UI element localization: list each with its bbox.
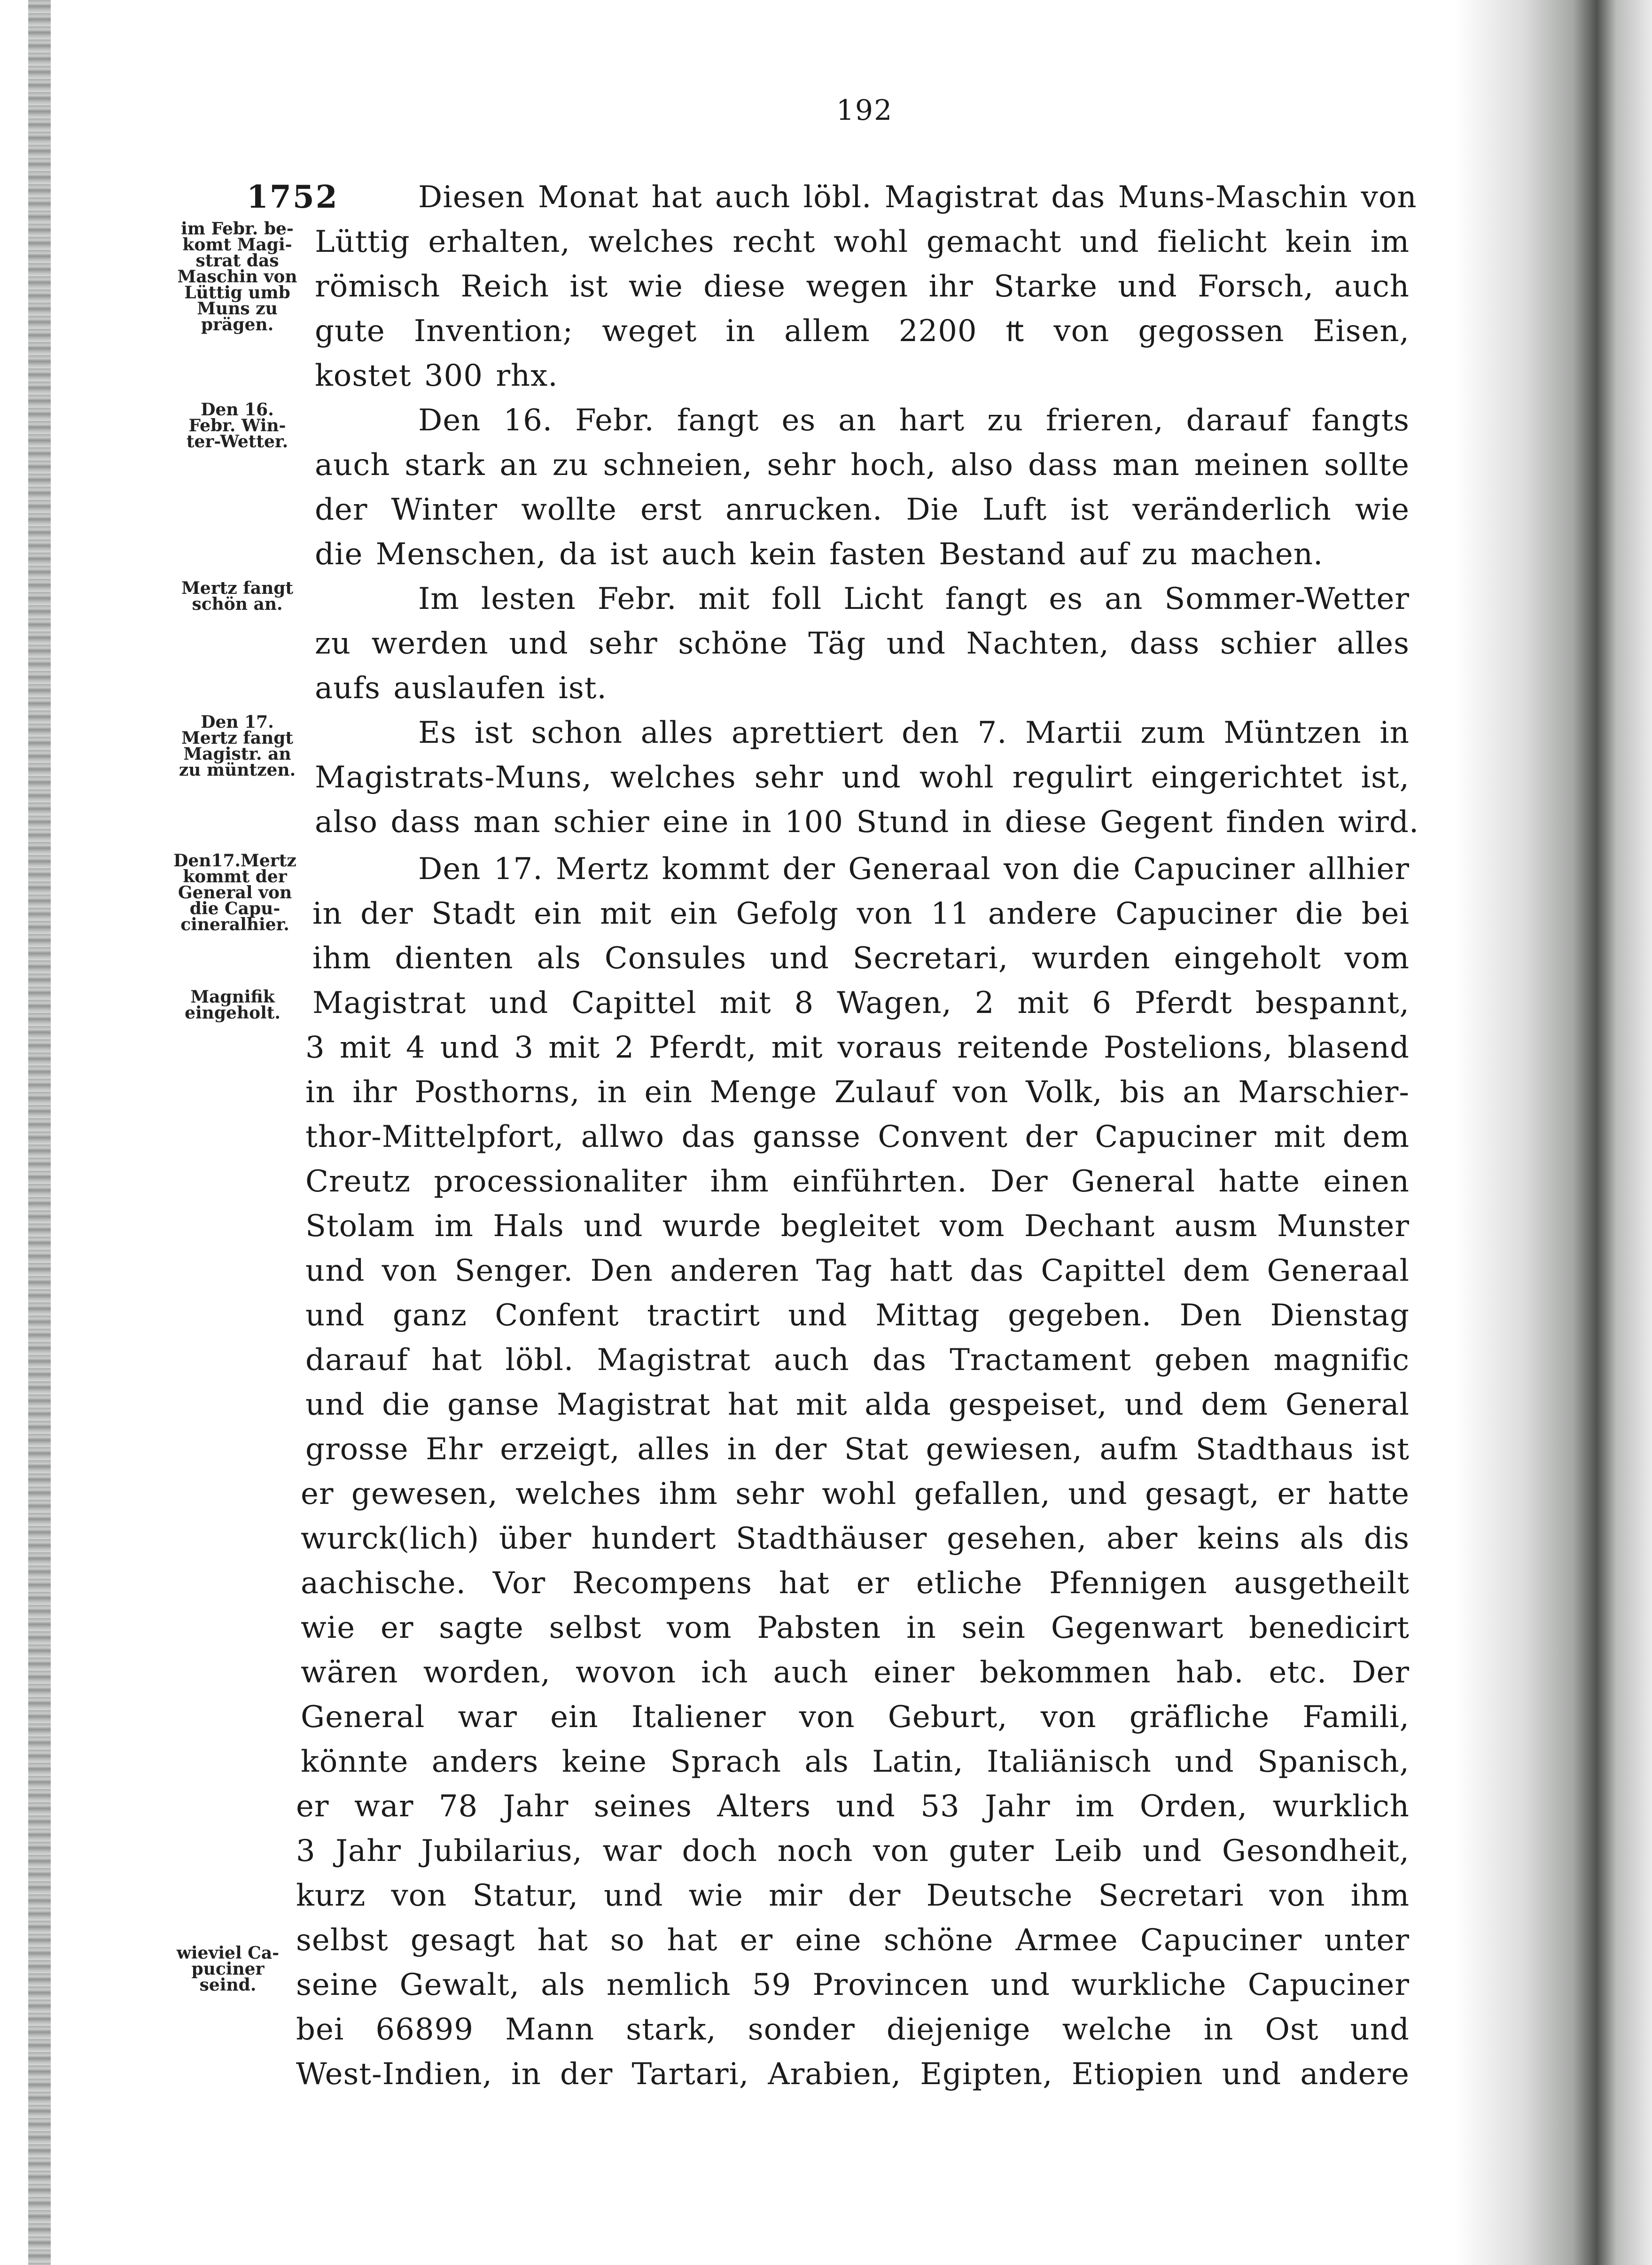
body-line: und von Senger. Den anderen Tag hatt das Capittel dem Generaal — [305, 1253, 1410, 1288]
margin-note: Mertz fangt schön an. — [181, 578, 294, 614]
body-line: zu werden und sehr schöne Täg und Nachten, dass schier alles — [315, 626, 1410, 661]
body-line: Diesen Monat hat auch löbl. Magistrat das Muns-Maschin von — [418, 180, 1417, 215]
body-line: Magistrat und Capittel mit 8 Wagen, 2 mit 6 Pferdt bespannt, — [312, 986, 1410, 1020]
body-line: Lüttig erhalten, welches recht wohl gemacht und fielicht kein im — [315, 225, 1410, 259]
margin-note: Magnifik eingeholt. — [185, 987, 281, 1023]
body-line: also dass man schier eine in 100 Stund in diese Gegent finden wird. — [315, 805, 1419, 840]
body-line: wurck(lich) über hundert Stadthäuser gesehen, aber keins als dis — [301, 1521, 1410, 1556]
margin-note: Den 17. Mertz fangt Magistr. an zu müntzen. — [179, 712, 296, 780]
margin-note: wieviel Ca- puciner seind. — [176, 1943, 280, 1995]
margin-note: Den 16. Febr. Win- ter-Wetter. — [186, 400, 288, 451]
body-line: aufs auslaufen ist. — [315, 671, 607, 706]
page-gutter-shadow — [1455, 0, 1652, 2265]
body-line: Den 17. Mertz kommt der Generaal von die Capuciner allhier — [418, 852, 1410, 887]
body-line: bei 66899 Mann stark, sonder diejenige welche in Ost und — [296, 2012, 1410, 2047]
body-line: Creutz processionaliter ihm einführten. Der General hatte einen — [305, 1164, 1410, 1199]
body-line: könnte anders keine Sprach als Latin, Italiänisch und Spanisch, — [301, 1744, 1410, 1779]
body-line: ihm dienten als Consules und Secretari, wurden eingeholt vom — [312, 941, 1410, 976]
body-line: kostet 300 rhx. — [315, 358, 558, 393]
body-line: in ihr Posthorns, in ein Menge Zulauf von Volk, bis an Marschier- — [305, 1075, 1410, 1110]
body-line: Den 16. Febr. fangt es an hart zu frieren, darauf fangts — [418, 403, 1410, 438]
body-line: römisch Reich ist wie diese wegen ihr Starke und Forsch, auch — [315, 269, 1410, 304]
body-line: und ganz Confent tractirt und Mittag gegeben. Den Dienstag — [305, 1298, 1410, 1333]
body-line: der Winter wollte erst anrucken. Die Luft ist veränderlich wie — [315, 492, 1410, 527]
body-line: Im lesten Febr. mit foll Licht fangt es an Sommer-Wetter — [418, 582, 1410, 616]
body-line: die Menschen, da ist auch kein fasten Bestand auf zu machen. — [315, 537, 1324, 572]
body-line: 3 mit 4 und 3 mit 2 Pferdt, mit voraus reitende Postelions, blasend — [305, 1030, 1410, 1065]
body-line: selbst gesagt hat so hat er eine schöne Armee Capuciner unter — [296, 1923, 1410, 1958]
body-line: West-Indien, in der Tartari, Arabien, Egipten, Etiopien und andere — [296, 2057, 1410, 2092]
margin-note: im Febr. be- komt Magi- strat das Maschin von Lüttig umb Muns zu prägen. — [177, 219, 297, 335]
margin-note: Den17.Mertz kommt der General von die Capu- cineralhier. — [173, 851, 296, 934]
body-line: in der Stadt ein mit ein Gefolg von 11 andere Capuciner die bei — [312, 896, 1410, 931]
body-line: Stolam im Hals und wurde begleitet vom Dechant ausm Munster — [305, 1209, 1410, 1244]
body-line: 3 Jahr Jubilarius, war doch noch von guter Leib und Gesondheit, — [296, 1834, 1410, 1868]
body-line: wie er sagte selbst vom Pabsten in sein Gegenwart benedicirt — [301, 1611, 1410, 1645]
body-line: wären worden, wovon ich auch einer bekommen hab. etc. Der — [301, 1655, 1410, 1690]
body-line: kurz von Statur, und wie mir der Deutsche Secretari von ihm — [296, 1878, 1410, 1913]
body-line: grosse Ehr erzeigt, alles in der Stat gewiesen, aufm Stadthaus ist — [305, 1432, 1410, 1467]
body-line: thor-Mittelpfort, allwo das gansse Convent der Capuciner mit dem — [305, 1120, 1410, 1154]
body-line: er gewesen, welches ihm sehr wohl gefallen, und gesagt, er hatte — [301, 1477, 1410, 1511]
body-line: aachische. Vor Recompens hat er etliche Pfennigen ausgetheilt — [301, 1566, 1410, 1601]
body-line: auch stark an zu schneien, sehr hoch, also dass man meinen sollte — [315, 448, 1410, 483]
year-heading: 1752 — [247, 179, 339, 215]
body-line: Magistrats-Muns, welches sehr und wohl regulirt eingerichtet ist, — [315, 760, 1410, 795]
body-line: Es ist schon alles aprettiert den 7. Martii zum Müntzen in — [418, 716, 1410, 750]
page-number: 192 — [836, 94, 893, 127]
body-line: und die ganse Magistrat hat mit alda gespeiset, und dem General — [305, 1387, 1410, 1422]
body-line: gute Invention; weget in allem 2200 ₶ von gegossen Eisen, — [315, 314, 1410, 349]
body-line: er war 78 Jahr seines Alters und 53 Jahr im Orden, wurklich — [296, 1789, 1410, 1824]
book-binding-edge — [28, 0, 51, 2265]
body-line: seine Gewalt, als nemlich 59 Provincen und wurkliche Capuciner — [296, 1968, 1410, 2002]
body-line: darauf hat löbl. Magistrat auch das Tractament geben magnific — [305, 1343, 1410, 1378]
body-line: General war ein Italiener von Geburt, von gräfliche Famili, — [301, 1700, 1410, 1735]
